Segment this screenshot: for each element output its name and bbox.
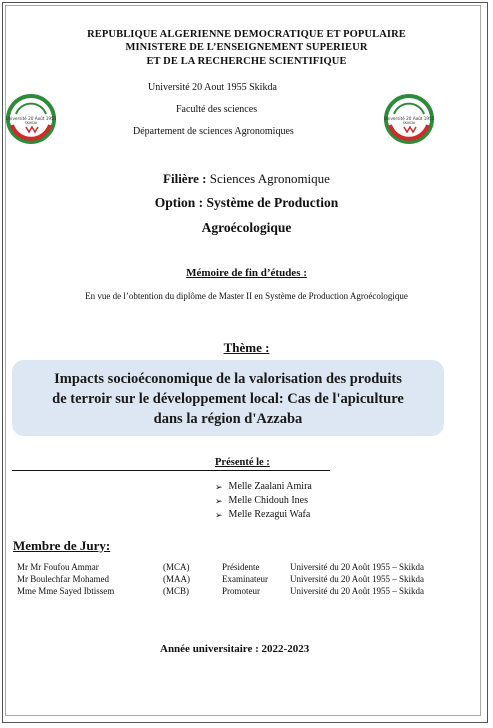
jury-institution: Université du 20 Août 1955 – Skikda (290, 562, 424, 572)
academic-year: Année universitaire : 2022-2023 (160, 643, 310, 655)
logo-text-line2: SKIKDA (24, 121, 38, 125)
student-item (215, 508, 310, 522)
theme-box (12, 360, 444, 436)
jury-name: Mr Mr Foufou Ammar (17, 562, 99, 572)
memoire-title: Mémoire de fin d’études : (186, 267, 307, 279)
presented-underline (12, 470, 330, 471)
filiere-label: Filière : (163, 171, 207, 186)
arrow-icon: ➢ (215, 510, 223, 520)
arrow-icon: ➢ (215, 482, 223, 492)
logo-text-line1: Université 20 Août 1955 (5, 116, 57, 121)
presented-label: Présenté le : (215, 457, 270, 468)
logo-text-line2: SKIKDA (402, 121, 416, 125)
theme-line2: de terroir sur le développement local: Cas de l'apiculture (52, 391, 404, 407)
university-logo-icon (382, 92, 436, 146)
theme-line1: Impacts socioéconomique de la valorisation des produits (54, 371, 402, 387)
jury-name: Mr Boulechfar Mohamed (17, 574, 109, 584)
option-line1: Option : Système de Production (154, 195, 339, 210)
header-research: ET DE LA RECHERCHE SCIENTIFIQUE (146, 56, 347, 67)
university-logo-icon (4, 92, 58, 146)
student-name: Melle Chidouh Ines (228, 495, 308, 506)
jury-role: Présidente (222, 562, 260, 572)
option-line2: Agroécologique (201, 220, 292, 235)
jury-title: Membre de Jury: (13, 538, 111, 553)
student-item (215, 480, 312, 494)
jury-grade: (MAA) (163, 574, 190, 584)
university-name: Université 20 Aout 1955 Skikda (148, 82, 277, 93)
jury-name: Mme Mme Sayed Ibtissem (17, 586, 115, 596)
jury-role: Promoteur (222, 586, 260, 596)
header-republic: REPUBLIQUE ALGERIENNE DEMOCRATIQUE ET POPULAIRE (87, 29, 406, 40)
student-item (215, 494, 308, 508)
theme-line3: dans la région d'Azzaba (153, 411, 303, 427)
theme-label: Thème : (223, 340, 270, 355)
department-name: Département de sciences Agronomiques (133, 126, 294, 137)
student-name: Melle Rezagui Wafa (228, 509, 311, 520)
jury-institution: Université du 20 Août 1955 – Skikda (290, 574, 424, 584)
filiere (0, 171, 493, 187)
jury-grade: (MCA) (163, 562, 190, 572)
university-logo-right (382, 92, 436, 151)
student-name: Melle Zaalani Amira (228, 481, 312, 492)
jury-institution: Université du 20 Août 1955 – Skikda (290, 586, 424, 596)
header-ministry: MINISTERE DE L’ENSEIGNEMENT SUPERIEUR (125, 42, 368, 53)
jury-grade: (MCB) (163, 586, 190, 596)
arrow-icon: ➢ (215, 496, 223, 506)
filiere-value: Sciences Agronomique (206, 171, 330, 186)
obtention-text: En vue de l’obtention du diplôme de Master II en Système de Production Agroécologique (85, 291, 408, 301)
logo-text-line1: Université 20 Août 1955 (383, 116, 435, 121)
jury-role: Examinateur (222, 574, 268, 584)
faculty-name: Faculté des sciences (176, 104, 258, 115)
university-logo-left (4, 92, 58, 151)
